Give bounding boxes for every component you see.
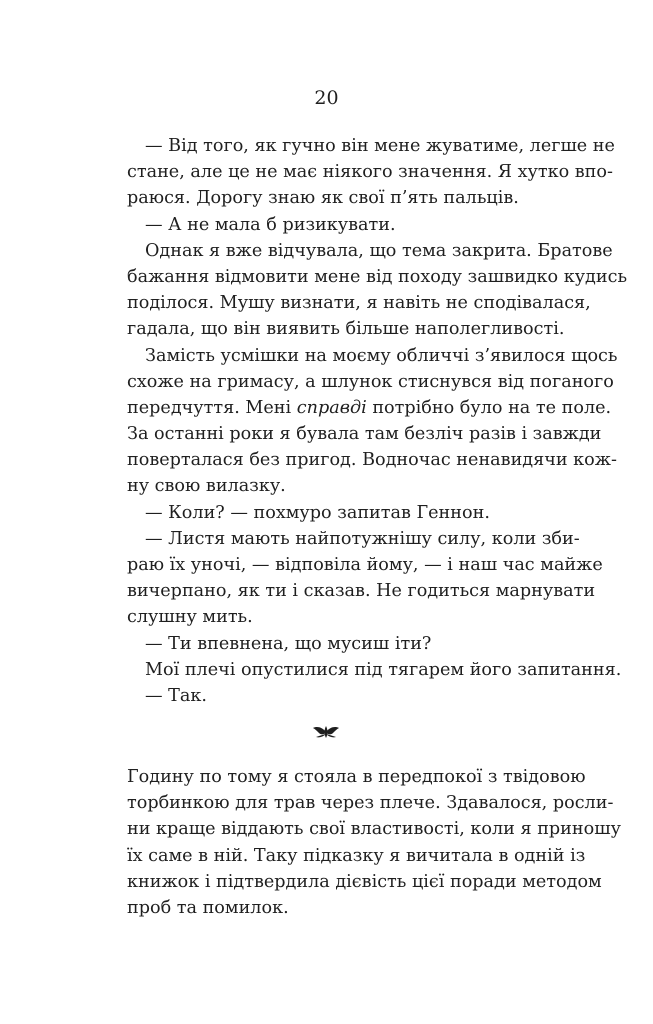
text-line: Годину по тому я стояла в передпокої з твідовою: [127, 767, 586, 787]
text-line: За останні роки я бувала там безліч разів і завжди: [127, 424, 602, 445]
text-line: — Листя мають найпотужнішу силу, коли зби-: [145, 528, 580, 549]
text-block-narrative: [127, 764, 621, 921]
text-line: стане, але це не має ніякого значення. Я хутко впо-: [127, 162, 613, 183]
text-line: поверталася без пригод. Водночас ненавидячи кож-: [127, 450, 617, 471]
text-line: — Так.: [145, 685, 207, 706]
floral-ornament-icon: [311, 722, 341, 742]
text-line: ну свою вилазку.: [127, 476, 286, 497]
text-line: Однак я вже відчувала, що тема закрита. Братове: [145, 240, 613, 261]
text-block-dialogue: [127, 133, 628, 709]
text-line: раюся. Дорогу знаю як свої п’ять пальців.: [127, 188, 519, 209]
text-line: — Ти впевнена, що мусиш іти?: [145, 633, 432, 654]
text-line: Замість усмішки на моєму обличчі з’явилося щось: [145, 345, 618, 366]
text-line: бажання відмовити мене від походу зашвидко кудись: [127, 266, 628, 287]
text-line: — Від того, як гучно він мене жуватиме, легше не: [145, 136, 615, 156]
text-line: їх саме в ній. Таку підказку я вичитала в одній із: [127, 845, 586, 866]
text-line: раю їх уночі, — відповіла йому, — і наш час майже: [127, 555, 603, 575]
text-line: проб та помилок.: [127, 897, 289, 918]
text-line: ни краще віддають свої властивості, коли я приношу: [127, 819, 621, 840]
text-line: Мої плечі опустилися під тягарем його запитання.: [145, 659, 622, 680]
text-line: — А не мала б ризикувати.: [145, 214, 396, 235]
text-line: передчуття. Мені справді потрібно було на те поле.: [127, 397, 612, 418]
page-number: 20: [314, 87, 339, 109]
text-line: — Коли? — похмуро запитав Геннон.: [145, 502, 490, 523]
text-line: поділося. Мушу визнати, я навіть не сподівалася,: [127, 293, 591, 314]
text-line: слушну мить.: [127, 607, 253, 628]
text-line: гадала, що він виявить більше наполегливості.: [127, 319, 565, 340]
text-line: книжок і підтвердила дієвість цієї поради методом: [127, 871, 602, 892]
emphasis: справді: [296, 397, 367, 418]
text-line: вичерпано, як ти і сказав. Не годиться марнувати: [127, 581, 596, 602]
text-line: схоже на гримасу, а шлунок стиснувся від поганого: [127, 371, 614, 392]
text-line: торбинкою для трав через плече. Здавалося, росли-: [127, 793, 614, 814]
